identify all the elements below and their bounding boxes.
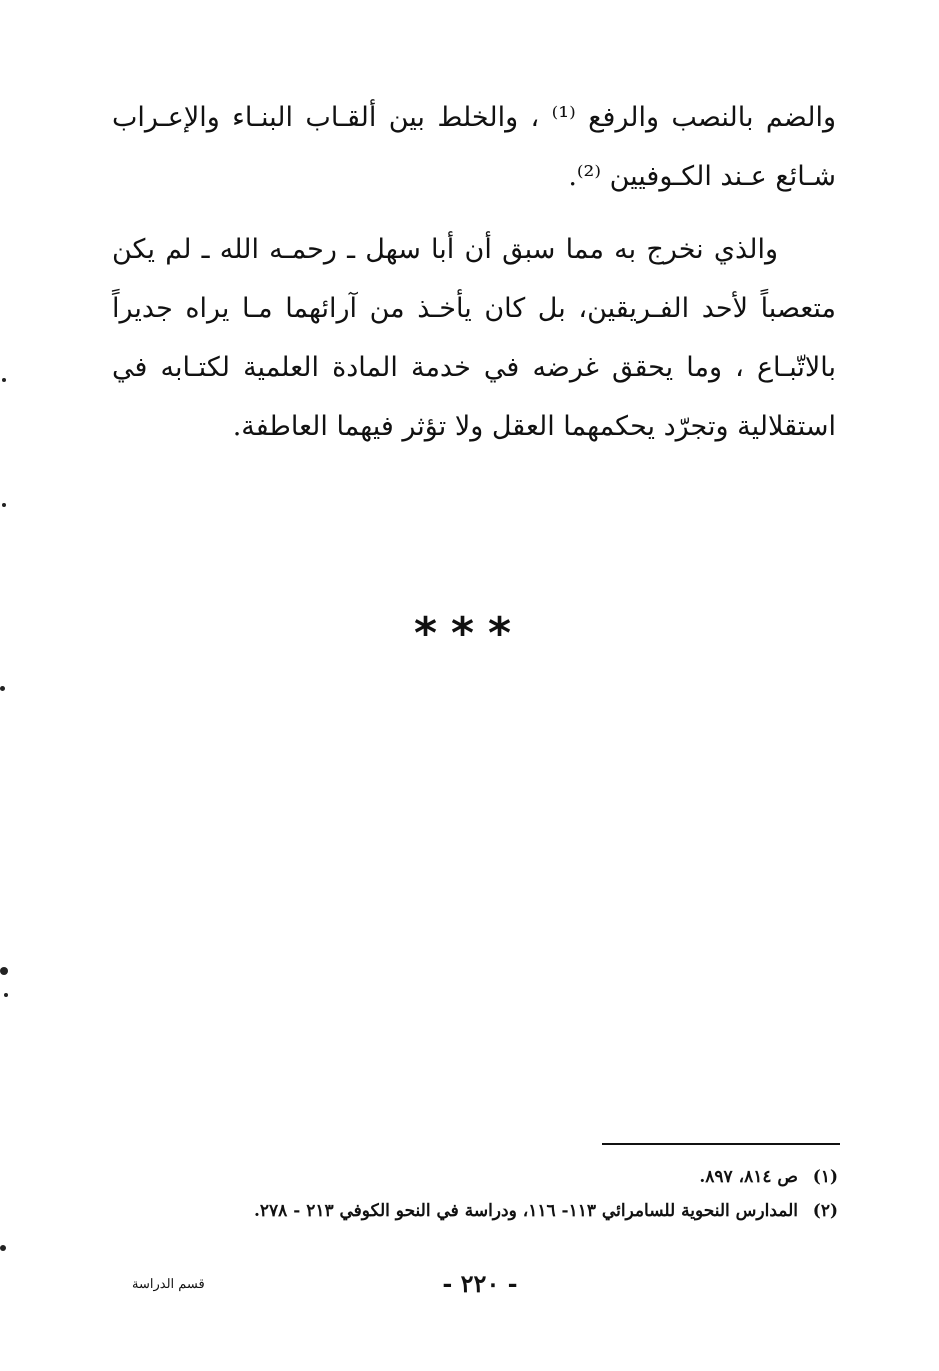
footnote-text: ص ٨١٤، ٨٩٧. xyxy=(699,1167,798,1187)
footnote-divider xyxy=(602,1143,840,1145)
section-separator: *** xyxy=(413,608,526,659)
body-paragraph-2: والذي نخرج به مما سبق أن أبا سهل ـ رحمـه الله ـ لم يكن متعصباً لأحد الفـريقين، بل كان يأخـذ من آرائهما مـا يراه جديراً بالاتّبـاع ، وما يحقق غرضه في خدمة المادة العلمية لكتـابه في استقلالية وتجرّد يحكمهما العقل ولا تؤثر فيهما العاطفة. xyxy=(112,234,836,442)
scan-speck xyxy=(2,503,6,507)
body-paragraph-1: والضم بالنصب والرفع ⁽¹⁾ ، والخلط بين ألقـاب البنـاء والإعـراب شـائع عـند الكـوفيين ⁽²⁾. xyxy=(112,102,836,192)
scan-speck xyxy=(4,993,8,997)
section-label: قسم الدراسة xyxy=(132,1277,205,1292)
footnote-2 xyxy=(150,1194,838,1228)
scan-speck xyxy=(0,967,8,975)
footnote-text: المدارس النحوية للسامرائي ١١٣- ١١٦، ودراسة في النحو الكوفي ٢١٣ - ٢٧٨. xyxy=(253,1201,798,1221)
footnote-number: (٢) xyxy=(812,1201,838,1221)
page-number: - ٢٢٠ - xyxy=(442,1269,518,1298)
footnotes xyxy=(150,1160,838,1228)
scan-speck xyxy=(0,1245,6,1251)
scan-speck xyxy=(2,378,6,382)
scan-speck xyxy=(0,686,5,691)
footnote-1 xyxy=(150,1160,838,1194)
footnote-number: (١) xyxy=(812,1167,838,1187)
